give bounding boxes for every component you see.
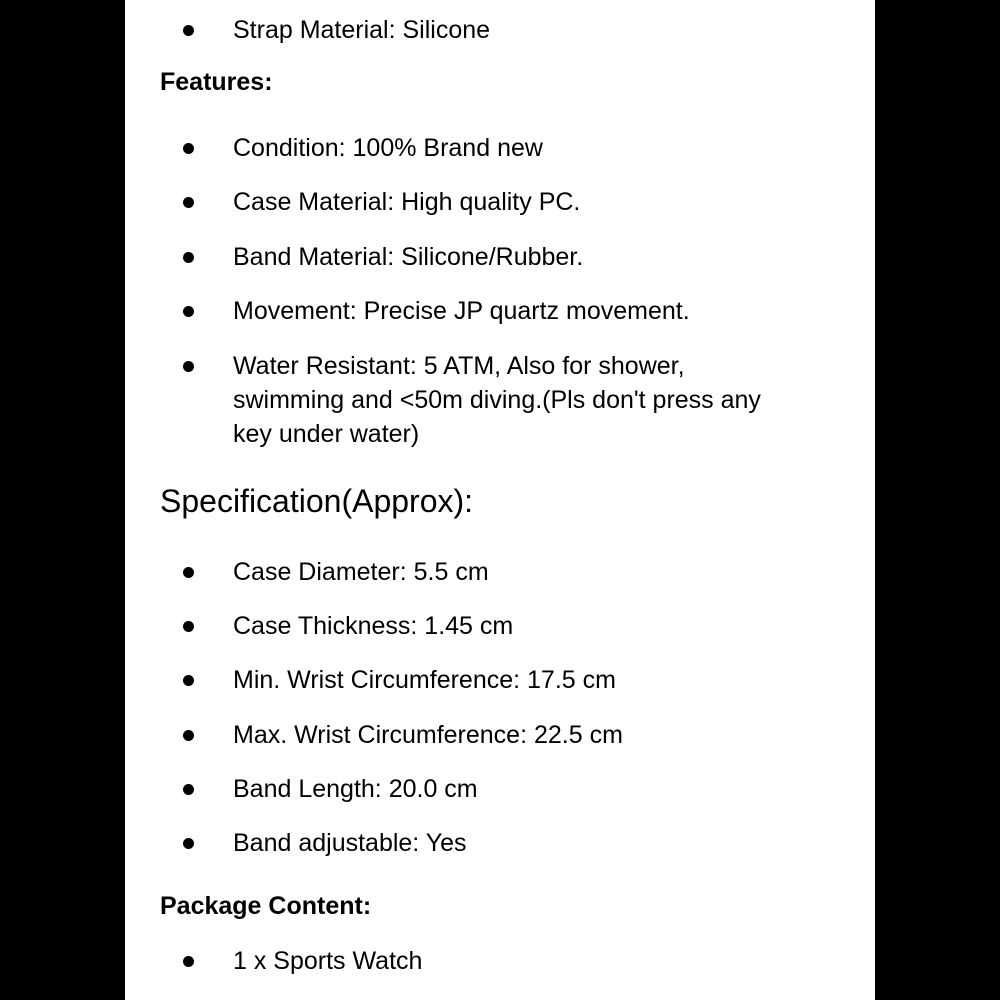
list-item-text: Band adjustable: Yes: [233, 829, 467, 857]
bullet-icon: [183, 197, 194, 208]
bullet-icon: [183, 306, 194, 317]
list-item-text: Max. Wrist Circumference: 22.5 cm: [233, 721, 623, 749]
list-item-text: Band Length: 20.0 cm: [233, 775, 478, 803]
specification-heading: Specification(Approx):: [160, 483, 474, 519]
bullet-icon: [183, 675, 194, 686]
list-item-text: Water Resistant: 5 ATM, Also for shower, swimming and <50m diving.(Pls don't press any key under water): [233, 352, 761, 448]
list-item-text: Movement: Precise JP quartz movement.: [233, 297, 690, 325]
list-item-text: Strap Material: Silicone: [233, 16, 491, 44]
bullet-icon: [183, 956, 194, 967]
package-content-heading: Package Content:: [160, 892, 372, 920]
list-item-text: Min. Wrist Circumference: 17.5 cm: [233, 666, 616, 694]
bullet-icon: [183, 838, 194, 849]
bullet-icon: [183, 252, 194, 263]
list-item-text: Band Material: Silicone/Rubber.: [233, 243, 584, 271]
product-description-page: [125, 0, 875, 1000]
bullet-icon: [183, 784, 194, 795]
list-item-text: Case Thickness: 1.45 cm: [233, 612, 514, 640]
list-item-text: Condition: 100% Brand new: [233, 134, 543, 162]
bullet-icon: [183, 361, 194, 372]
bullet-icon: [183, 730, 194, 741]
list-item-text: Case Material: High quality PC.: [233, 188, 581, 216]
bullet-icon: [183, 621, 194, 632]
list-item-text: Case Diameter: 5.5 cm: [233, 558, 489, 586]
bullet-icon: [183, 567, 194, 578]
bullet-icon: [183, 143, 194, 154]
bullet-icon: [183, 25, 194, 36]
list-item-text: 1 x Sports Watch: [233, 947, 423, 975]
features-heading: Features:: [160, 68, 273, 96]
